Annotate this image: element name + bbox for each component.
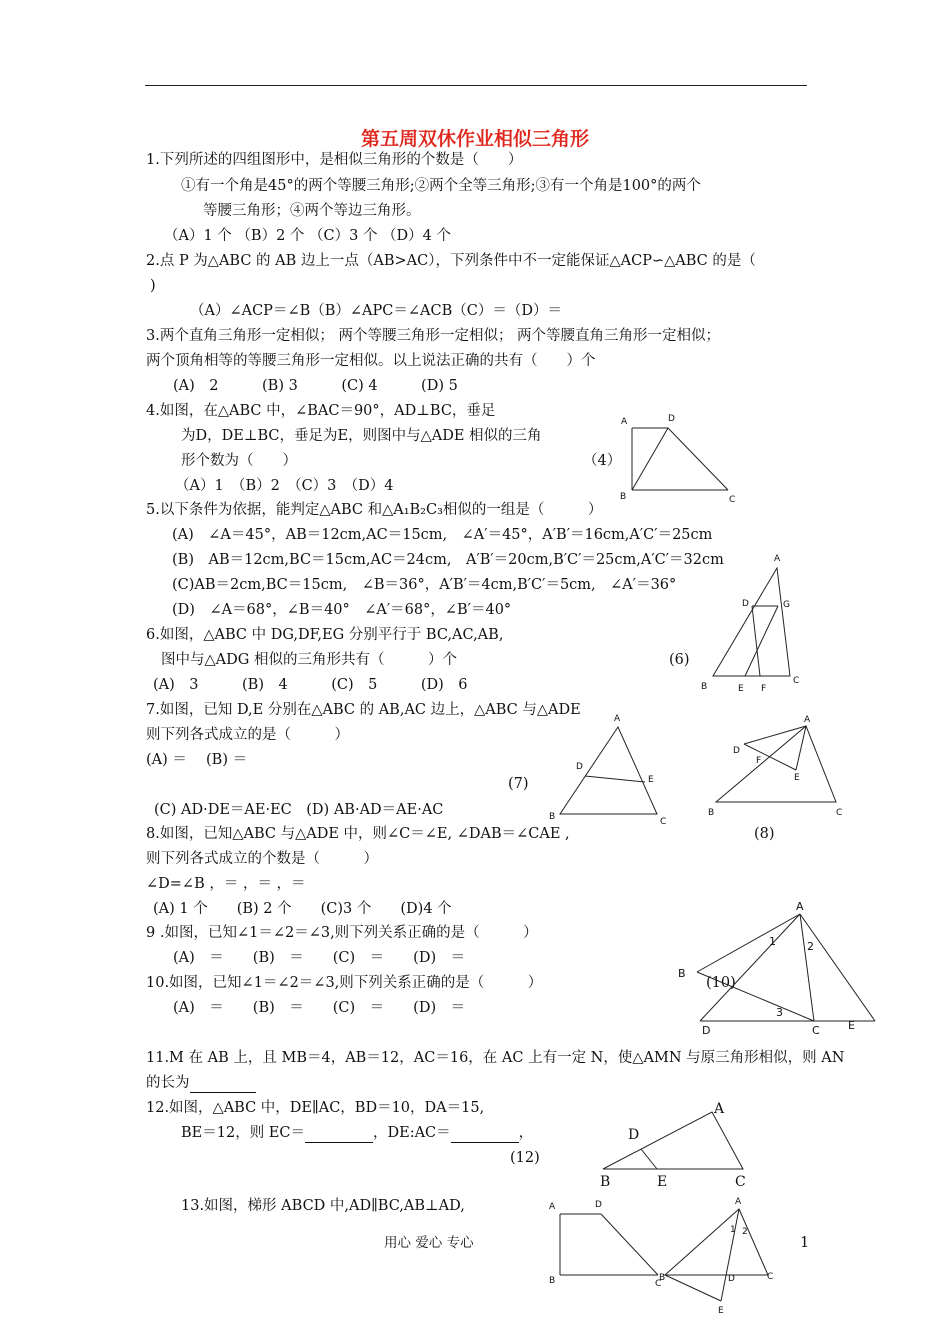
question-11-prefix: 的长为: [146, 1075, 190, 1091]
footer-text: 用心 爱心 专心: [384, 1235, 474, 1251]
fig8-label-a: A: [804, 715, 811, 725]
question-1-line-a: ①有一个角是45°的两个等腰三角形;②两个全等三角形;③有一个角是100°的两个: [181, 178, 701, 194]
fig13b-triangle-abc: [665, 1209, 768, 1275]
question-2-line-b: ): [150, 278, 156, 294]
fig10-label-b: B: [678, 967, 686, 980]
fig12-segment-de: [641, 1149, 657, 1169]
fig12-label-b: B: [600, 1174, 611, 1190]
fig6-label-g: G: [783, 600, 790, 610]
question-11-line-b: [146, 1073, 256, 1093]
question-8-line-c: ∠D=∠B ，＝ ，＝ ，＝: [146, 876, 306, 892]
fig7-label-d: D: [576, 762, 583, 772]
question-6-line-b: 图中与△ADG 相似的三角形共有（ ）个: [161, 652, 457, 668]
question-3-options: (A) 2 (B) 3 (C) 4 (D) 5: [173, 378, 458, 394]
question-11: 11.M 在 AB 上，且 MB＝4，AB＝12，AC＝16，在 AC 上有一定 N，使△AMN 与原三角形相似，则 AN: [146, 1050, 845, 1066]
figure-7-label: (7): [508, 776, 529, 792]
figure-12-label: (12): [510, 1150, 540, 1166]
question-12-part-3: ，: [518, 1125, 534, 1141]
question-1-line-b: 等腰三角形；④两个等边三角形。: [203, 203, 421, 219]
question-12-part-1: BE＝12，则 EC＝: [181, 1125, 305, 1141]
fig12-triangle-abc: [603, 1112, 743, 1169]
fig12-label-a: A: [714, 1101, 725, 1117]
question-8-options: (A) 1 个 (B) 2 个 (C)3 个 (D)4 个: [153, 901, 452, 917]
fig7-triangle-abc: [560, 727, 657, 814]
fig8-label-b: B: [708, 808, 715, 818]
answer-blank-ec[interactable]: [305, 1126, 373, 1143]
fig4-label-a: A: [621, 417, 628, 427]
fig13a-label-b: B: [549, 1276, 556, 1286]
question-10-options: (A) ＝ (B) ＝ (C) ＝ (D) ＝: [173, 1000, 466, 1016]
figure-10: [670, 895, 880, 1040]
question-3-line-b: 两个顶角相等的等腰三角形一定相似。以上说法正确的共有（ ）个: [146, 353, 596, 369]
question-1: 1.下列所述的四组图形中，是相似三角形的个数是（ ）: [146, 152, 523, 168]
question-13: 13.如图，梯形 ABCD 中,AD∥BC,AB⊥AD,: [181, 1198, 465, 1214]
fig13b-label-a: A: [735, 1197, 742, 1207]
question-12-line-b: [181, 1123, 533, 1143]
question-12: 12.如图，△ABC 中，DE∥AC，BD＝10，DA＝15,: [146, 1100, 485, 1116]
fig7-label-b: B: [549, 812, 556, 822]
fig13b-angle-1: 1: [730, 1225, 736, 1235]
question-5-option-b: (B) AB＝12cm,BC＝15cm,AC＝24cm, A′B′＝20cm,B′C′＝25cm,A′C′＝32cm: [172, 552, 724, 568]
fig10-segment-ad: [700, 914, 800, 1021]
fig10-segment-ab: [697, 914, 800, 972]
question-4-line-c: 形个数为（ ）: [181, 453, 297, 469]
fig10-label-c: C: [812, 1024, 820, 1037]
answer-blank-an[interactable]: [190, 1076, 256, 1093]
fig8-label-f: F: [756, 756, 762, 766]
question-10: 10.如图，已知∠1＝∠2＝∠3,则下列关系正确的是（ ）: [146, 975, 543, 991]
fig13a-label-d: D: [595, 1200, 602, 1210]
fig10-label-d: D: [702, 1024, 711, 1037]
fig8-segment-ad: [744, 726, 806, 744]
question-6: 6.如图，△ABC 中 DG,DF,EG 分别平行于 BC,AC,AB,: [146, 627, 504, 643]
fig10-label-a: A: [796, 900, 804, 913]
fig8-label-c: C: [836, 808, 843, 818]
fig13b-segment-be: [665, 1275, 721, 1301]
fig4-label-b: B: [620, 492, 627, 502]
question-3: 3.两个直角三角形一定相似； 两个等腰三角形一定相似； 两个等腰直角三角形一定相似；: [146, 328, 721, 344]
fig10-angle-3: 3: [776, 1006, 783, 1019]
fig6-label-f: F: [761, 684, 767, 694]
question-7-line-b: 则下列各式成立的是（ ）: [146, 727, 349, 743]
question-4-options: （A）1 （B）2 （C）3 （D）4: [175, 478, 394, 494]
fig6-triangle-abc: [713, 568, 790, 676]
fig8-triangle-abc: [716, 726, 836, 802]
fig4-label-d: D: [668, 414, 675, 424]
figure-6-label: (6): [669, 652, 690, 668]
page-title: 第五周双休作业相似三角形: [360, 128, 589, 150]
fig6-label-c: C: [793, 676, 800, 686]
fig10-angle-2: 2: [807, 940, 814, 953]
fig6-label-b: B: [701, 682, 708, 692]
question-5-option-a: (A) ∠A＝45°，AB＝12cm,AC＝15cm, ∠A′＝45°，A′B′＝16cm,A′C′＝25cm: [172, 527, 713, 543]
fig10-angle-1: 1: [769, 935, 776, 948]
question-9: 9 .如图，已知∠1＝∠2＝∠3,则下列关系正确的是（ ）: [146, 925, 538, 941]
question-5: 5.以下条件为依据，能判定△ABC 和△A₁B₂C₃相似的一组是（ ）: [146, 502, 603, 518]
question-7: 7.如图，已知 D,E 分别在△ABC 的 AB,AC 边上，△ABC 与△ADE: [146, 702, 581, 718]
fig7-label-a: A: [614, 714, 621, 724]
fig8-label-d: D: [733, 746, 740, 756]
figure-4: [615, 410, 745, 505]
header-rule: [145, 85, 807, 86]
figure-13b: [655, 1195, 790, 1320]
question-9-options: (A) ＝ (B) ＝ (C) ＝ (D) ＝: [173, 950, 466, 966]
figure-12: [590, 1095, 760, 1190]
question-5-option-d: (D) ∠A＝68°，∠B＝40° ∠A′＝68°，∠B′＝40°: [172, 602, 512, 618]
question-8: 8.如图，已知△ABC 与△ADE 中，则∠C＝∠E, ∠DAB＝∠CAE ,: [146, 826, 570, 842]
question-4: 4.如图，在△ABC 中，∠BAC＝90°，AD⊥BC，垂足: [146, 403, 496, 419]
question-2: 2.点 P 为△ABC 的 AB 边上一点（AB>AC），下列条件中不一定能保证△ACP∽△ABC 的是（: [146, 253, 756, 269]
fig13a-label-a: A: [549, 1202, 556, 1212]
fig12-label-c: C: [735, 1174, 746, 1190]
fig4-segment-db: [632, 428, 668, 490]
fig6-label-d: D: [742, 599, 749, 609]
question-8-line-b: 则下列各式成立的个数是（ ）: [146, 851, 378, 867]
fig7-segment-de: [585, 776, 645, 782]
fig10-segment-ac: [800, 914, 814, 1021]
fig6-label-a: A: [774, 554, 781, 564]
fig10-segment-ae: [800, 914, 875, 1021]
fig10-segment-bc: [697, 972, 814, 1021]
figure-6: [700, 550, 810, 700]
question-2-options: （A）∠ACP＝∠B（B）∠APC＝∠ACB（C）＝（D）＝: [190, 303, 562, 319]
figure-4-label: （4）: [583, 453, 622, 469]
fig6-segment-ge: [745, 606, 778, 676]
fig12-label-e: E: [657, 1174, 668, 1190]
question-4-line-b: 为D，DE⊥BC，垂足为E，则图中与△ADE 相似的三角: [181, 428, 542, 444]
fig12-label-d: D: [628, 1127, 640, 1143]
fig10-label-e: E: [848, 1019, 855, 1032]
fig7-label-c: C: [660, 817, 667, 827]
fig4-segment-dc: [668, 428, 728, 490]
figure-10-label: (10): [706, 975, 736, 991]
fig13a-segment-dc: [601, 1214, 658, 1275]
fig7-label-e: E: [648, 775, 654, 785]
figure-8-label: (8): [754, 826, 775, 842]
fig13b-label-d: D: [728, 1274, 735, 1284]
answer-blank-ratio[interactable]: [451, 1126, 519, 1143]
question-7-line-d: (C) AD·DE＝AE·EC (D) AB·AD＝AE·AC: [154, 802, 444, 818]
fig13b-label-c: C: [767, 1272, 774, 1282]
question-7-line-c: (A) ＝ (B) ＝: [146, 752, 248, 768]
fig8-segment-de: [744, 744, 796, 770]
fig6-label-e: E: [738, 684, 744, 694]
fig13b-angle-2: 2: [742, 1227, 748, 1237]
figure-8: [700, 708, 850, 823]
fig13a-label-c: C: [655, 1279, 662, 1289]
question-5-option-c: (C)AB＝2cm,BC＝15cm, ∠B＝36°，A′B′＝4cm,B′C′＝5cm, ∠A′＝36°: [172, 577, 677, 593]
fig13b-label-e: E: [718, 1306, 724, 1316]
figure-7: [545, 710, 680, 830]
question-6-options: (A) 3 (B) 4 (C) 5 (D) 6: [153, 677, 468, 693]
page-number: 1: [800, 1235, 810, 1251]
fig6-segment-df: [752, 606, 760, 676]
fig13b-label-b: B: [659, 1273, 666, 1283]
question-1-options: （A）1 个 （B）2 个 （C）3 个 （D）4 个: [164, 228, 452, 244]
fig4-label-c: C: [729, 495, 736, 505]
fig8-label-e: E: [794, 773, 800, 783]
question-12-part-2: ，DE:AC＝: [372, 1125, 451, 1141]
figure-13a: [540, 1195, 670, 1295]
